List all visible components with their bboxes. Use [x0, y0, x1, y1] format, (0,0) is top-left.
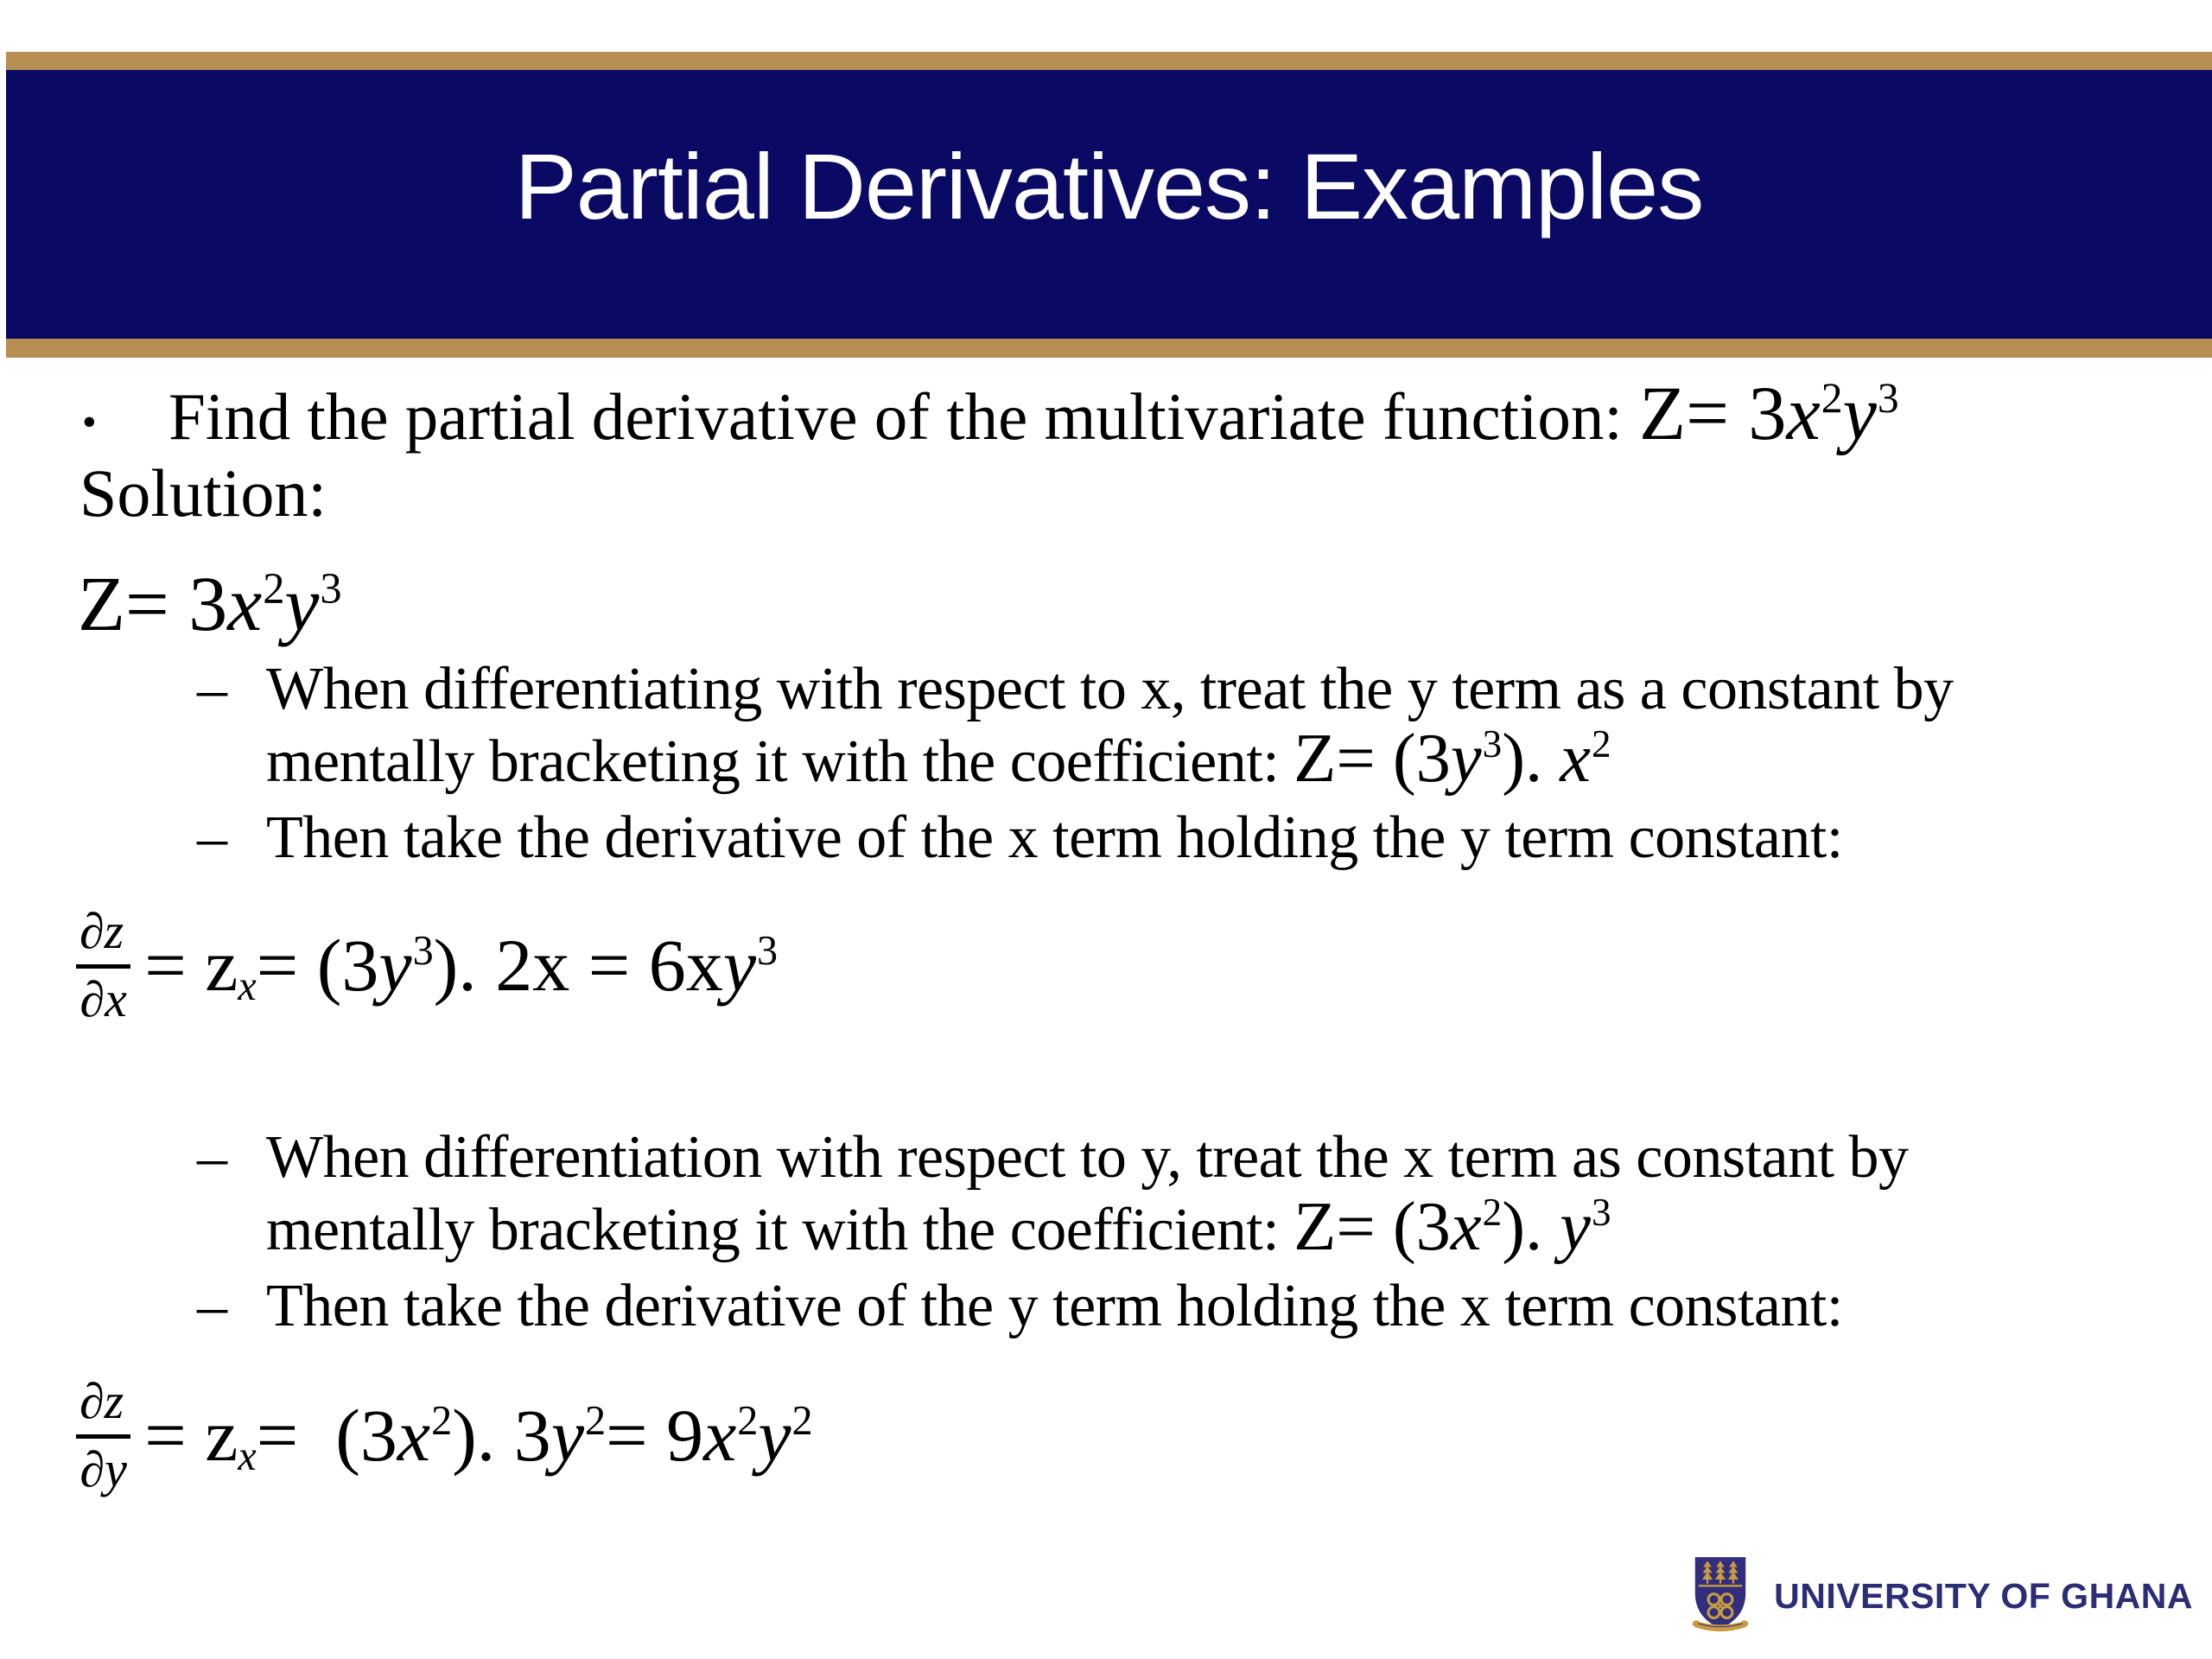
formula-dz-dy-rhs: = $zx= (3x^2)$. $3y^2= 9x^2y^2$ [144, 1393, 813, 1480]
university-name: UNIVERSITY OF GHANA [1774, 1575, 2193, 1616]
sub-bullet-x-1-line1: When differentiating with respect to x, treat the y term as a constant by [266, 656, 1954, 722]
sub-bullet-y-1 [197, 1123, 1909, 1271]
sub-bullet-y-2 [197, 1272, 1843, 1341]
formula-dz-dy [76, 1374, 813, 1497]
solution-label: Solution: [79, 455, 327, 531]
dash-bullet-icon: – [197, 1273, 227, 1339]
formula-dz-dx [76, 904, 778, 1027]
fraction-numerator: ∂z [76, 904, 130, 969]
fraction-denominator: ∂y [79, 1441, 127, 1498]
header-band [6, 70, 2212, 339]
university-shield-icon [1691, 1555, 1750, 1637]
intro-math: $Z= 3x^2y^3$ [1639, 372, 1899, 456]
sub-bullet-y-1-line1: When differentiation with respect to y, treat the x term as constant by [266, 1124, 1909, 1191]
sub-bullet-y-1-line2: mentally bracketing it with the coefficient: [266, 1197, 1294, 1263]
sub-bullet-x-1-line2: mentally bracketing it with the coefficient: [266, 728, 1294, 795]
sub-bullet-x-1 [197, 655, 1954, 803]
page-title: Partial Derivatives: Examples [514, 134, 1704, 238]
dash-bullet-icon: – [197, 656, 227, 722]
fraction-denominator: ∂x [79, 971, 127, 1028]
sub-bullet-y-2-text: Then take the derivative of the y term holding the x term constant: [266, 1273, 1843, 1339]
sub-bullet-x-2-text: Then take the derivative of the x term holding the y term constant: [266, 804, 1843, 871]
header-gold-bar-bottom [6, 339, 2212, 358]
sub-bullet-x-2 [197, 804, 1843, 873]
fraction-numerator: ∂z [76, 1374, 130, 1439]
sub-bullet-y-1-math: $Z= (3x^2)$. $y^3$ [1294, 1188, 1611, 1265]
intro-text: Find the partial derivative of the multivariate function: [168, 379, 1640, 454]
header-gold-bar-top [6, 52, 2212, 70]
bullet-icon: • [82, 399, 97, 446]
fraction-dz-dx [76, 904, 130, 1027]
sub-bullet-x-1-math: $Z= (3y^3)$. $x^2$ [1294, 720, 1611, 797]
given-function-math: $Z= 3x^2y^3$ [78, 562, 342, 647]
dash-bullet-icon: – [197, 804, 227, 871]
formula-dz-dx-rhs: = $zx= (3y^3)$. $2x = 6xy^3$ [144, 923, 779, 1010]
university-logo [1691, 1555, 2193, 1637]
dash-bullet-icon: – [197, 1124, 227, 1191]
fraction-dz-dy [76, 1374, 130, 1497]
intro-bullet-line [82, 370, 1899, 459]
